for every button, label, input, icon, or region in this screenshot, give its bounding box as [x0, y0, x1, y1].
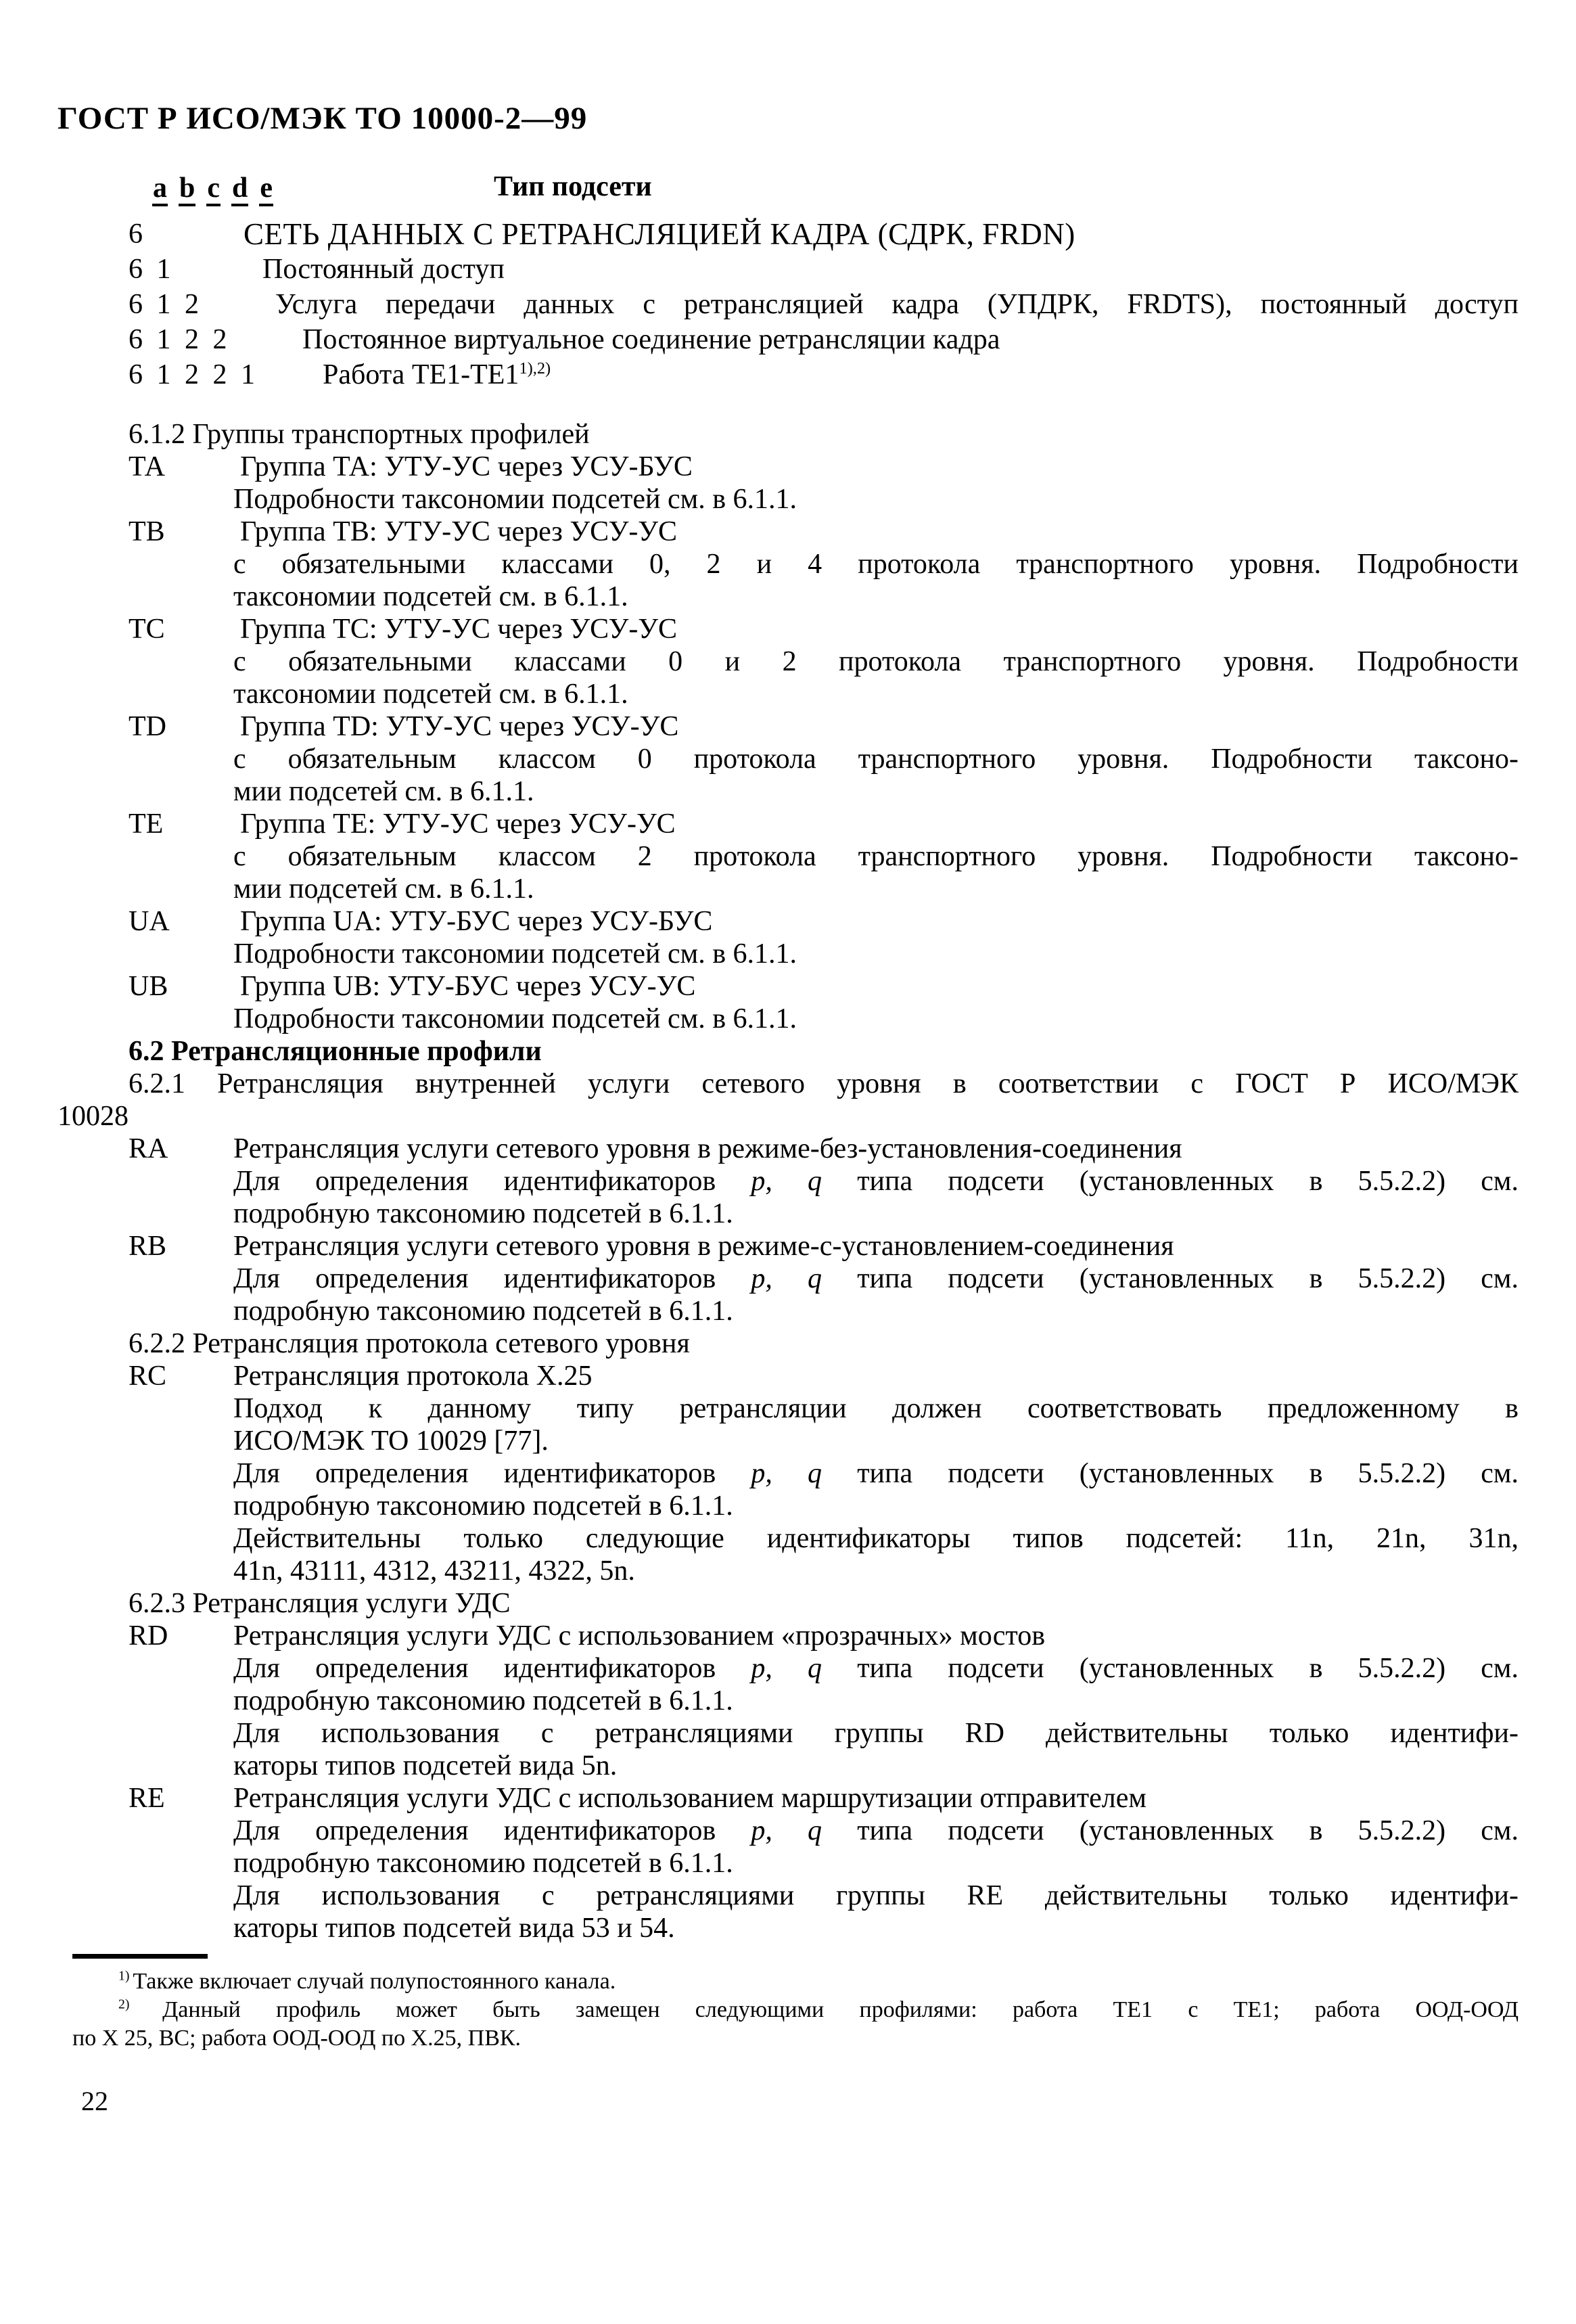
taxonomy-table — [0, 169, 1576, 2053]
row-text: Подробности таксономии подсетей см. в 6.1.1. — [233, 938, 797, 970]
row-code: 6 1 2 — [129, 289, 199, 320]
table-row — [0, 970, 1576, 1003]
row-text: 6.2.2 Ретрансляция протокола сетевого уровня — [129, 1328, 690, 1359]
table-row — [0, 1815, 1576, 1847]
table-row — [0, 1879, 1576, 1912]
row-text: 6.2.3 Ретрансляция услуги УДС — [129, 1588, 511, 1619]
row-text: Ретрансляция услуги УДС с использованием «прозрачных» мостов — [233, 1620, 1046, 1651]
row-code: ТА — [129, 451, 165, 482]
section-row — [0, 1068, 1576, 1100]
row-text: подробную таксономию подсетей в 6.1.1. — [233, 1296, 733, 1327]
table-row — [0, 1133, 1576, 1165]
row-code: RC — [129, 1361, 167, 1392]
row-text: таксономии подсетей см. в 6.1.1. — [233, 581, 628, 612]
row-text — [233, 357, 1519, 392]
row-text: 41n, 43111, 4312, 43211, 4322, 5n. — [233, 1555, 635, 1587]
text-segment: типа подсети (установленных в 5.5.2.2) см. — [822, 1166, 1519, 1197]
table-row — [0, 1555, 1576, 1587]
table-row — [0, 1522, 1576, 1555]
text-segment: Для определения идентификаторов — [233, 1653, 751, 1684]
text-segment: Данный профиль может быть замещен следующими профилями: работа ТЕ1 с ТЕ1; работа ООД-ООД — [162, 1997, 1519, 2022]
row-code: RD — [129, 1620, 168, 1651]
table-row — [0, 905, 1576, 938]
row-text: Ретрансляция услуги УДС с использованием маршрутизации отправителем — [233, 1783, 1146, 1814]
row-code: ТD — [129, 711, 166, 742]
row-text: Группа ТЕ: УТУ-УС через УСУ-УС — [240, 808, 676, 840]
table-row — [0, 217, 1576, 252]
row-text: Группа ТА: УТУ-УС через УСУ-БУС — [240, 451, 693, 482]
page-number: 22 — [81, 2086, 108, 2116]
text-segment: Для определения идентификаторов — [233, 1263, 751, 1294]
row-code: 6 — [129, 219, 143, 250]
table-row — [0, 1620, 1576, 1652]
row-code: RB — [129, 1231, 167, 1262]
text-segment: Для определения идентификаторов — [233, 1166, 751, 1197]
row-text: с обязательными классами 0, 2 и 4 протокола транспортного уровня. Подробности — [233, 549, 1519, 580]
text-segment: типа подсети (установленных в 5.5.2.2) см. — [822, 1458, 1519, 1489]
text-segment: Работа ТЕ1-ТЕ1 — [323, 359, 519, 390]
table-header-row — [0, 169, 1576, 217]
table-row — [0, 1912, 1576, 1944]
row-text — [233, 1262, 1519, 1295]
text-segment: Для определения идентификаторов — [233, 1815, 751, 1846]
footnote-text: по Х 25, ВС; работа ООД-ООД по Х.25, ПВК. — [72, 2026, 522, 2051]
section-row — [0, 418, 1576, 451]
row-text: каторы типов подсетей вида 53 и 54. — [233, 1913, 675, 1944]
table-row — [0, 938, 1576, 970]
row-code: RE — [129, 1783, 165, 1814]
table-row — [0, 1717, 1576, 1750]
table-row — [0, 322, 1576, 357]
footnotes — [0, 1967, 1576, 2053]
column-header-codes — [152, 172, 284, 206]
table-row — [0, 1100, 1576, 1133]
row-text: Ретрансляция протокола Х.25 — [233, 1361, 593, 1392]
text-segment: типа подсети (установленных в 5.5.2.2) см. — [822, 1653, 1519, 1684]
table-row — [0, 548, 1576, 580]
row-code: RA — [129, 1133, 168, 1164]
code-letter: c — [206, 174, 221, 206]
table-row — [0, 743, 1576, 775]
row-text: мии подсетей см. в 6.1.1. — [233, 776, 534, 807]
text-segment: типа подсети (установленных в 5.5.2.2) см. — [822, 1263, 1519, 1294]
code-letter: b — [179, 174, 195, 206]
row-text: Подход к данному типу ретрансляции должен соответствовать предложенному в — [233, 1393, 1519, 1424]
table-row — [0, 252, 1576, 287]
row-code: 6 1 2 2 — [129, 324, 227, 355]
row-text: ИСО/МЭК ТО 10029 [77]. — [233, 1426, 549, 1457]
code-letter: d — [231, 174, 248, 206]
table-row — [0, 357, 1576, 392]
table-row — [0, 1685, 1576, 1717]
row-text: Для использования с ретрансляциями группы RD действительны только идентифи- — [233, 1718, 1519, 1749]
table-row — [0, 1750, 1576, 1782]
table-row — [0, 1847, 1576, 1879]
table-row — [0, 1425, 1576, 1457]
table-row — [0, 1295, 1576, 1327]
table-row — [0, 483, 1576, 516]
footnote-text — [72, 1996, 1519, 2024]
row-text: таксономии подсетей см. в 6.1.1. — [233, 679, 628, 710]
row-text: мии подсетей см. в 6.1.1. — [233, 873, 534, 905]
column-header-type: Тип подсети — [494, 171, 652, 202]
code-letter: e — [259, 174, 273, 206]
row-text: подробную таксономию подсетей в 6.1.1. — [233, 1490, 733, 1522]
row-text: с обязательными классами 0 и 2 протокола транспортного уровня. Подробности — [233, 646, 1519, 677]
italic-term: p, q — [751, 1815, 822, 1846]
row-text: Подробности таксономии подсетей см. в 6.1.1. — [233, 484, 797, 515]
row-text: 6.2.1 Ретрансляция внутренней услуги сетевого уровня в соответствии с ГОСТ Р ИСО/МЭК — [129, 1068, 1519, 1099]
section-row — [0, 1327, 1576, 1360]
row-text: подробную таксономию подсетей в 6.1.1. — [233, 1198, 733, 1229]
superscript-ref: 1) — [118, 1968, 133, 1984]
table-row — [0, 580, 1576, 613]
table-row — [0, 1198, 1576, 1230]
row-text: Группа UB: УТУ-БУС через УСУ-УС — [240, 971, 696, 1002]
table-row — [0, 710, 1576, 743]
row-code: ТВ — [129, 516, 165, 547]
row-code: 6 1 — [129, 254, 171, 285]
row-text — [233, 1165, 1519, 1198]
row-text: каторы типов подсетей вида 5n. — [233, 1750, 618, 1781]
text-segment: Для определения идентификаторов — [233, 1458, 751, 1489]
row-text — [233, 1815, 1519, 1847]
footnote-text — [72, 1967, 1519, 1996]
superscript-ref: 1),2) — [519, 359, 551, 378]
table-gap — [0, 392, 1576, 418]
row-text — [233, 1457, 1519, 1490]
row-code: UA — [129, 906, 170, 937]
row-text: Постоянное виртуальное соединение ретрансляции кадра — [302, 324, 1000, 355]
row-code: ТЕ — [129, 808, 164, 840]
section-row — [0, 1587, 1576, 1620]
row-text: Ретрансляция услуги сетевого уровня в режиме-с-установлением-соединения — [233, 1231, 1174, 1262]
row-text: подробную таксономию подсетей в 6.1.1. — [233, 1848, 733, 1879]
table-row — [0, 1360, 1576, 1392]
row-text — [233, 1652, 1519, 1685]
row-text: с обязательным классом 0 протокола транспортного уровня. Подробности таксоно- — [233, 744, 1519, 775]
table-row — [0, 1392, 1576, 1425]
table-row — [0, 840, 1576, 873]
table-row — [0, 1262, 1576, 1295]
text-segment: типа подсети (установленных в 5.5.2.2) см. — [822, 1815, 1519, 1846]
table-lines — [0, 217, 1576, 1944]
row-text: Постоянный доступ — [262, 254, 505, 285]
italic-term: p, q — [751, 1263, 822, 1294]
footnote-line — [0, 1967, 1576, 1996]
table-row — [0, 287, 1576, 322]
row-text: Группа UA: УТУ-БУС через УСУ-БУС — [240, 906, 713, 937]
row-text: Действительны только следующие идентификаторы типов подсетей: 11n, 21n, 31n, — [233, 1523, 1519, 1554]
row-code: ТС — [129, 614, 165, 645]
table-row — [0, 1003, 1576, 1035]
row-text: СЕТЬ ДАННЫХ С РЕТРАНСЛЯЦИЕЙ КАДРА (СДРК, FRDN) — [244, 217, 1075, 251]
table-row — [0, 1782, 1576, 1815]
row-text: с обязательным классом 2 протокола транспортного уровня. Подробности таксоно- — [233, 841, 1519, 872]
section-row — [0, 1035, 1576, 1068]
page-header: ГОСТ Р ИСО/МЭК ТО 10000-2—99 — [57, 101, 588, 136]
table-row — [0, 808, 1576, 840]
row-text: 10028 — [57, 1101, 129, 1132]
row-text: 6.2 Ретрансляционные профили — [129, 1036, 542, 1067]
footnote-line — [0, 1996, 1576, 2024]
italic-term: p, q — [751, 1653, 822, 1684]
table-row — [0, 1652, 1576, 1685]
table-row — [0, 645, 1576, 678]
code-letter: a — [152, 174, 168, 206]
row-text: Услуга передачи данных с ретрансляцией кадра (УПДРК, FRDTS), постоянный доступ — [275, 289, 1519, 320]
footnote-line — [0, 2024, 1576, 2053]
row-text: 6.1.2 Группы транспортных профилей — [129, 419, 590, 450]
row-text: Группа ТВ: УТУ-УС через УСУ-УС — [240, 516, 678, 547]
row-code: UB — [129, 971, 168, 1002]
row-text: Подробности таксономии подсетей см. в 6.1.1. — [233, 1003, 797, 1034]
row-text: Группа ТD: УТУ-УС через УСУ-УС — [240, 711, 679, 742]
table-row — [0, 451, 1576, 483]
table-row — [0, 1165, 1576, 1198]
footnote-rule — [72, 1954, 208, 1959]
superscript-ref: 2) — [118, 1997, 163, 2012]
italic-term: p, q — [751, 1458, 822, 1489]
table-row — [0, 873, 1576, 905]
row-text: подробную таксономию подсетей в 6.1.1. — [233, 1685, 733, 1716]
row-text: Для использования с ретрансляциями группы RE действительны только идентифи- — [233, 1880, 1519, 1911]
table-row — [0, 1230, 1576, 1262]
row-text: Ретрансляция услуги сетевого уровня в режиме-без-установления-соединения — [233, 1133, 1182, 1164]
text-segment: Также включает случай полупостоянного канала. — [133, 1969, 616, 1994]
table-row — [0, 516, 1576, 548]
table-row — [0, 678, 1576, 710]
row-text: Группа ТС: УТУ-УС через УСУ-УС — [240, 614, 678, 645]
table-row — [0, 1457, 1576, 1490]
table-row — [0, 1490, 1576, 1522]
italic-term: p, q — [751, 1166, 822, 1197]
table-row — [0, 613, 1576, 645]
row-code: 6 1 2 2 1 — [129, 359, 255, 390]
table-row — [0, 775, 1576, 808]
